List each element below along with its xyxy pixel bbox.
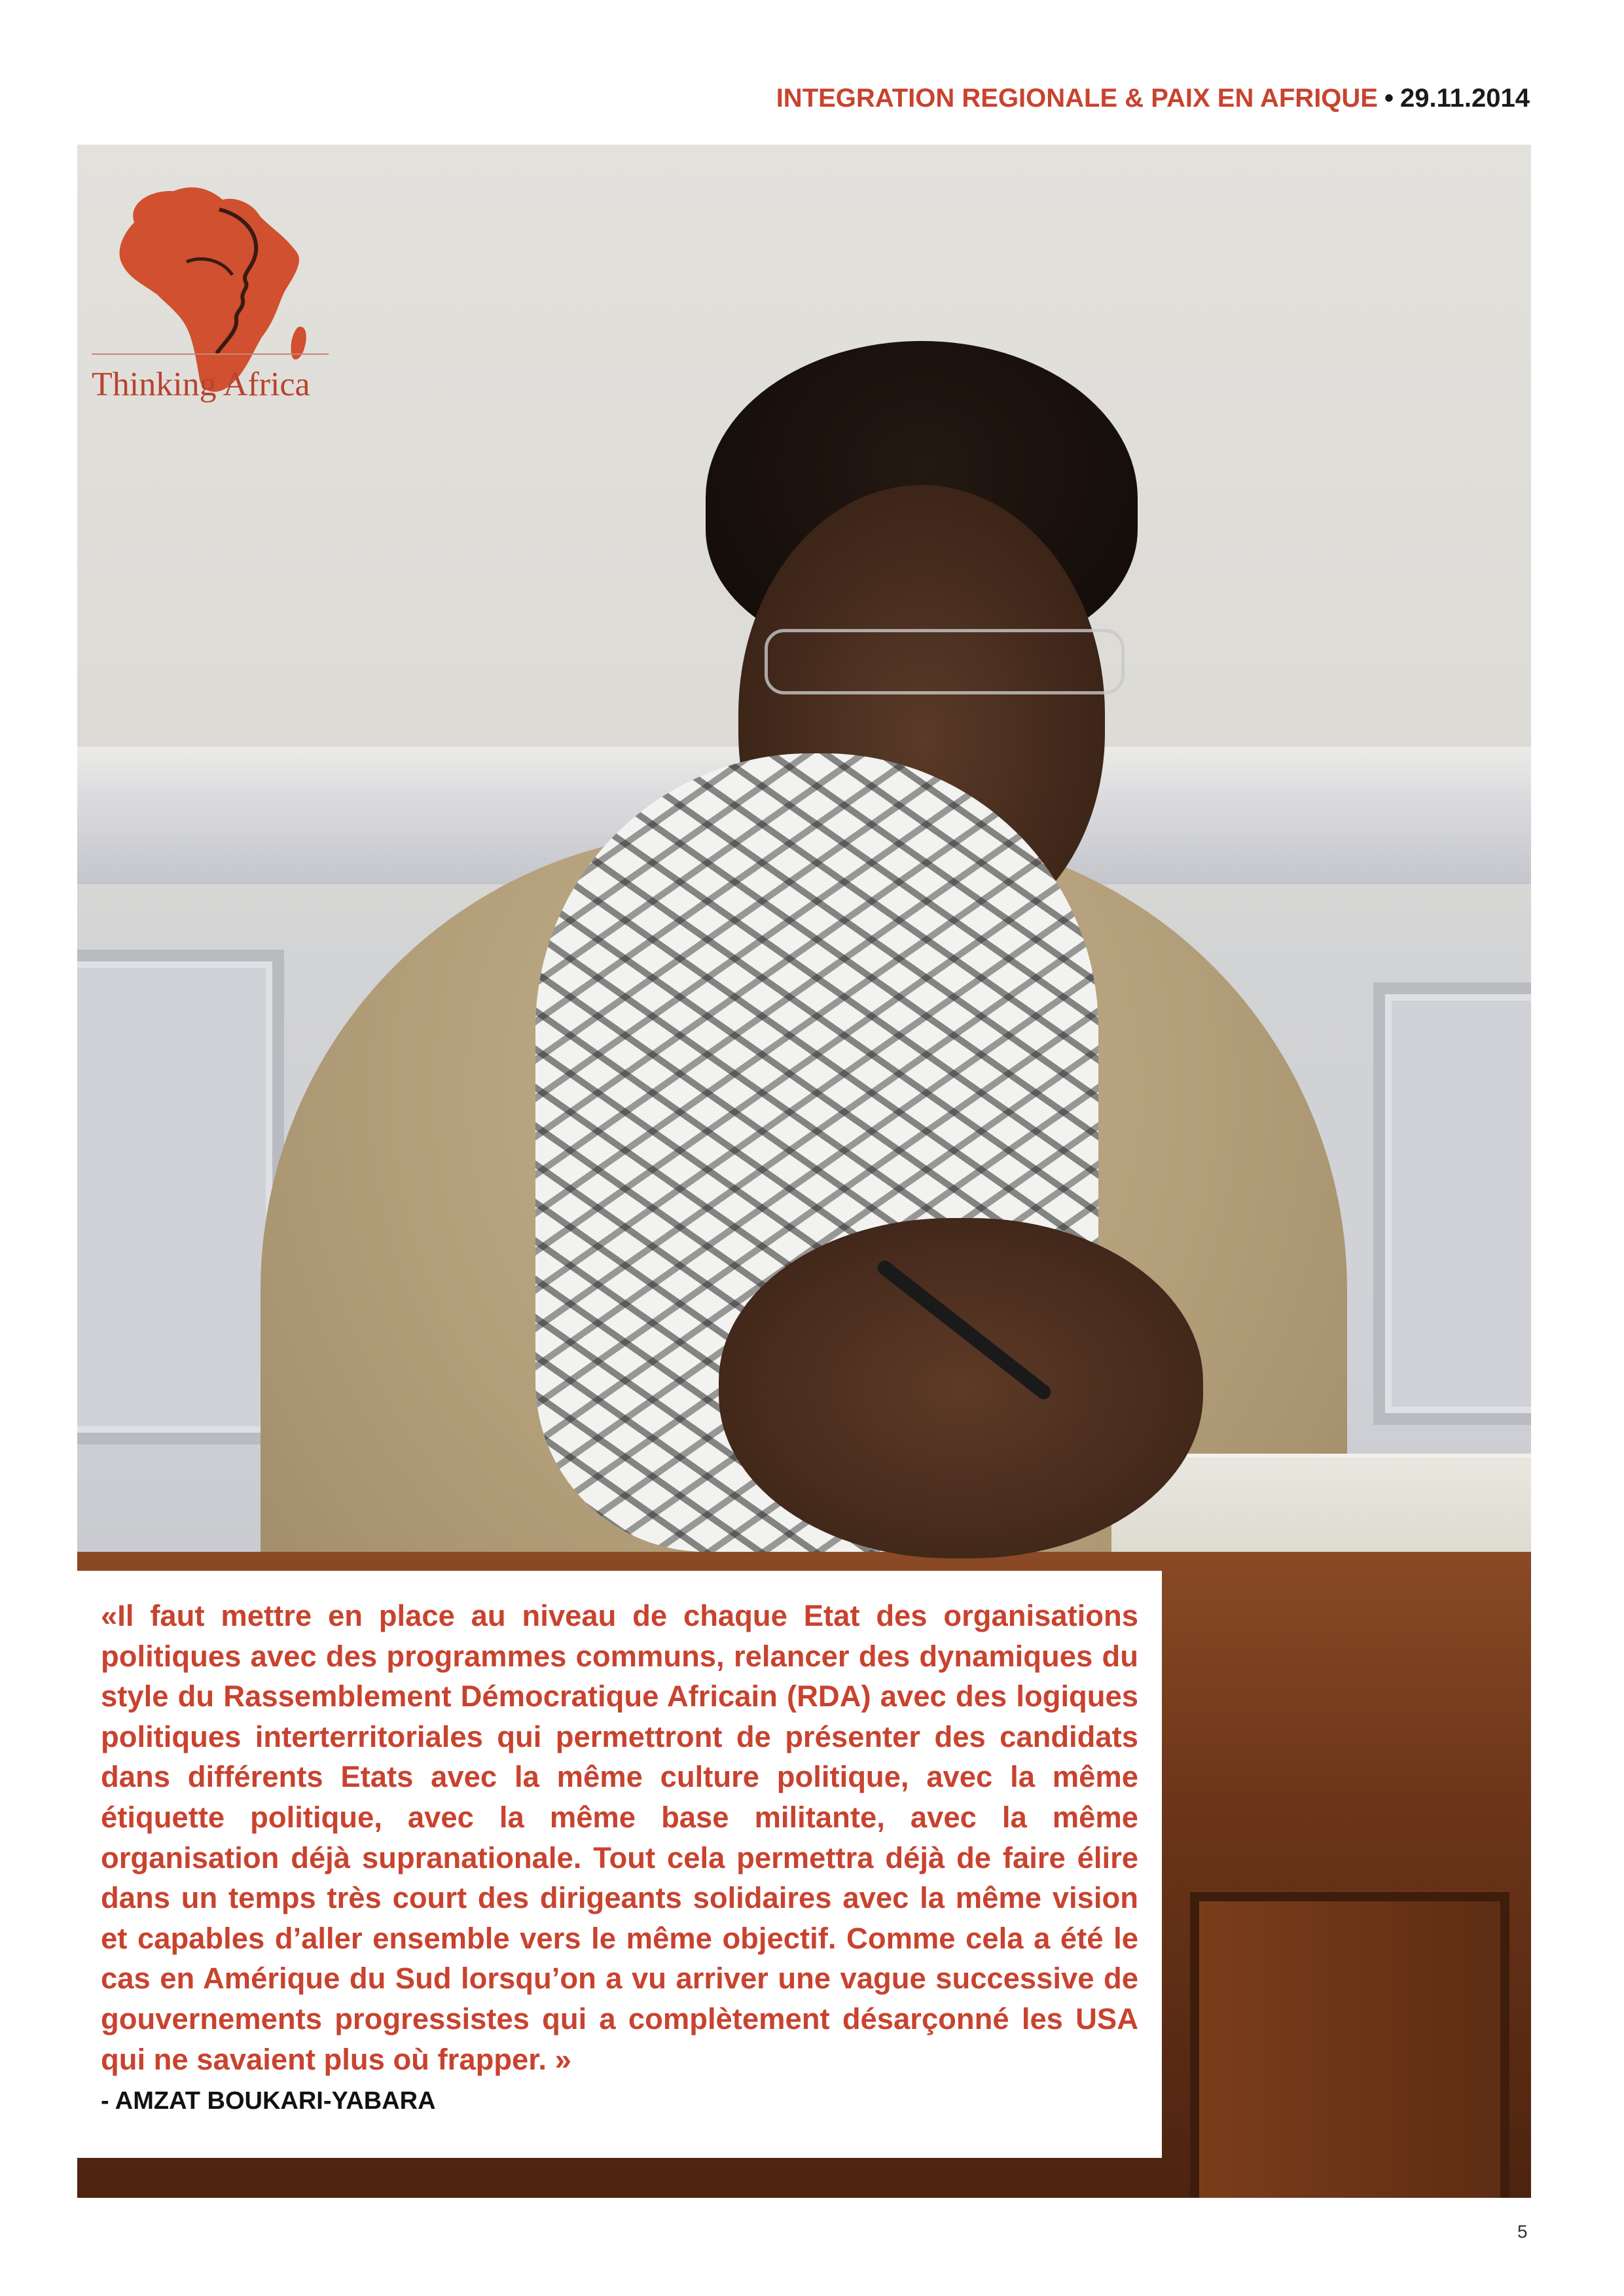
- quote-line: de faire élire dans un temps très court des dirigeants solidaires: [101, 1840, 1138, 1915]
- wall-panel-right: [1373, 982, 1531, 1425]
- header-title: INTEGRATION REGIONALE & PAIX EN AFRIQUE: [776, 84, 1378, 113]
- quote-line: qui a complètement désarçonné les USA qui ne savaient plus où: [101, 2001, 1138, 2076]
- quote-line: vu arriver une vague successive de gouvernements progressistes: [101, 1962, 1138, 2036]
- page-header: [776, 84, 1530, 113]
- desk-panel: [1190, 1892, 1509, 2198]
- header-separator: •: [1384, 84, 1394, 113]
- africa-silhouette: [120, 187, 299, 391]
- quote-line: objectif. Comme cela a été le cas en Amérique du Sud lorsqu’on a: [101, 1921, 1138, 1996]
- glasses: [765, 629, 1125, 694]
- quote-line: avec la même vision et capables d’aller ensemble vers le même: [101, 1881, 1138, 1955]
- quote-author: - AMZAT BOUKARI-YABARA: [101, 2087, 436, 2115]
- quote-line: «Il faut mettre en place au niveau de chaque Etat des organisations: [101, 1599, 1138, 1632]
- speaker-hands: [719, 1218, 1203, 1558]
- logo-divider: [92, 353, 329, 355]
- quote-line: logiques politiques interterritoriales qui permettront de présenter: [101, 1679, 1138, 1753]
- page-number: 5: [1517, 2221, 1528, 2242]
- header-date: 29.11.2014: [1400, 84, 1530, 113]
- quote-line: des candidats dans différents Etats avec la même culture politique,: [101, 1719, 1138, 1794]
- quote-line: politiques avec des programmes communs, relancer des dynamiques: [101, 1639, 1093, 1673]
- quote-line: avec la même étiquette politique, avec la même base militante, avec: [101, 1760, 1138, 1834]
- quote-line: du style du Rassemblement Démocratique Africain (RDA) avec des: [101, 1639, 1138, 1713]
- logo-text: Thinking Africa: [92, 366, 310, 403]
- wall-panel-left: [77, 950, 284, 1444]
- quote-line: frapper. »: [437, 2042, 571, 2076]
- quote-box: [77, 1571, 1162, 2158]
- quote-line: la même organisation déjà supranationale. Tout cela permettra déjà: [101, 1800, 1138, 1874]
- quote-text: [101, 1596, 1138, 2079]
